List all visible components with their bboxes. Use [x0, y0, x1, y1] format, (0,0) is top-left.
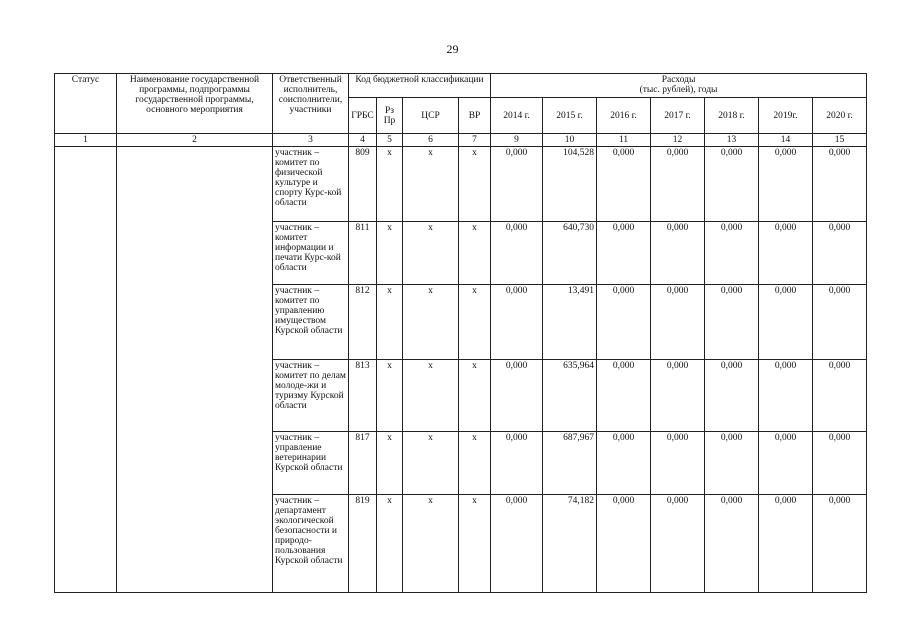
expense-value-cell: 640,730	[543, 222, 597, 285]
column-number: 4	[349, 134, 377, 147]
responsible-cell: участник – комитет по управлению имуществом Курской области	[273, 285, 349, 360]
responsible-cell: участник – комитет по физической культуре и спорту Курс-кой области	[273, 147, 349, 222]
vr-cell: х	[459, 285, 491, 360]
expense-value-cell: 0,000	[705, 285, 759, 360]
csr-cell: х	[403, 495, 459, 593]
table-row	[55, 147, 867, 222]
header-year: 2020 г.	[813, 98, 867, 134]
header-expenses	[491, 74, 867, 98]
expense-value-cell: 0,000	[705, 147, 759, 222]
expense-value-cell: 0,000	[813, 222, 867, 285]
grbs-cell: 813	[349, 360, 377, 432]
column-number: 7	[459, 134, 491, 147]
expense-value-cell: 0,000	[705, 222, 759, 285]
expense-value-cell: 0,000	[759, 495, 813, 593]
expense-value-cell: 0,000	[759, 285, 813, 360]
expense-value-cell: 0,000	[651, 495, 705, 593]
column-number-row	[55, 134, 867, 147]
header-responsible: Ответственный исполнитель, соисполнители, участники	[273, 74, 349, 134]
csr-cell: х	[403, 432, 459, 495]
expense-value-cell: 0,000	[759, 147, 813, 222]
column-number: 15	[813, 134, 867, 147]
expense-value-cell: 0,000	[651, 222, 705, 285]
header-year: 2015 г.	[543, 98, 597, 134]
expense-value-cell: 0,000	[597, 147, 651, 222]
header-budget-code: Код бюджетной классификации	[349, 74, 491, 98]
csr-cell: х	[403, 360, 459, 432]
expense-value-cell: 0,000	[491, 285, 543, 360]
expense-value-cell: 0,000	[813, 285, 867, 360]
column-number: 10	[543, 134, 597, 147]
vr-cell: х	[459, 147, 491, 222]
expense-value-cell: 0,000	[597, 495, 651, 593]
csr-cell: х	[403, 147, 459, 222]
column-number: 5	[377, 134, 403, 147]
header-csr: ЦСР	[403, 98, 459, 134]
csr-cell: х	[403, 285, 459, 360]
column-number: 12	[651, 134, 705, 147]
expense-value-cell: 0,000	[813, 147, 867, 222]
column-number: 2	[117, 134, 273, 147]
expense-value-cell: 0,000	[597, 285, 651, 360]
expense-value-cell: 0,000	[491, 495, 543, 593]
expense-value-cell: 74,182	[543, 495, 597, 593]
expense-value-cell: 0,000	[759, 222, 813, 285]
csr-cell: х	[403, 222, 459, 285]
vr-cell: х	[459, 360, 491, 432]
expense-value-cell: 13,491	[543, 285, 597, 360]
column-number: 3	[273, 134, 349, 147]
rzpr-cell: х	[377, 432, 403, 495]
column-number: 6	[403, 134, 459, 147]
column-number: 11	[597, 134, 651, 147]
header-vr: ВР	[459, 98, 491, 134]
header-year: 2017 г.	[651, 98, 705, 134]
rzpr-cell: х	[377, 285, 403, 360]
expense-value-cell: 0,000	[491, 432, 543, 495]
expense-value-cell: 0,000	[813, 360, 867, 432]
rzpr-cell: х	[377, 147, 403, 222]
expense-value-cell: 0,000	[651, 147, 705, 222]
page-number: 29	[446, 42, 459, 56]
expense-value-cell: 0,000	[491, 360, 543, 432]
expense-value-cell: 635,964	[543, 360, 597, 432]
column-number: 9	[491, 134, 543, 147]
header-year: 2018 г.	[705, 98, 759, 134]
expense-value-cell: 0,000	[759, 360, 813, 432]
grbs-cell: 811	[349, 222, 377, 285]
rzpr-cell: х	[377, 495, 403, 593]
responsible-cell: участник – комитет информации и печати Курс-кой области	[273, 222, 349, 285]
responsible-cell: участник – управление ветеринарии Курской области	[273, 432, 349, 495]
expense-value-cell: 0,000	[651, 285, 705, 360]
status-cell	[55, 147, 117, 593]
budget-table	[54, 73, 867, 593]
vr-cell: х	[459, 495, 491, 593]
header-expenses-line2: (тыс. рублей), годы	[639, 85, 718, 95]
grbs-cell: 809	[349, 147, 377, 222]
vr-cell: х	[459, 432, 491, 495]
expense-value-cell: 104,528	[543, 147, 597, 222]
column-number: 14	[759, 134, 813, 147]
header-expenses-line1: Расходы	[661, 75, 696, 85]
column-number: 13	[705, 134, 759, 147]
header-status: Статус	[55, 74, 117, 134]
program-name-cell	[117, 147, 273, 593]
header-grbs: ГРБС	[349, 98, 377, 134]
header-year: 2016 г.	[597, 98, 651, 134]
grbs-cell: 817	[349, 432, 377, 495]
rzpr-cell: х	[377, 360, 403, 432]
header-year: 2014 г.	[491, 98, 543, 134]
grbs-cell: 819	[349, 495, 377, 593]
expense-value-cell: 687,967	[543, 432, 597, 495]
grbs-cell: 812	[349, 285, 377, 360]
responsible-cell: участник – комитет по делам молоде-жи и туризму Курской области	[273, 360, 349, 432]
expense-value-cell: 0,000	[705, 495, 759, 593]
expense-value-cell: 0,000	[597, 222, 651, 285]
header-name: Наименование государственной программы, подпрограммы государственной программы, основного мероприятия	[117, 74, 273, 134]
vr-cell: х	[459, 222, 491, 285]
responsible-cell: участник – департамент экологической безопасности и природо-пользования Курской области	[273, 495, 349, 593]
expense-value-cell: 0,000	[705, 432, 759, 495]
expense-value-cell: 0,000	[597, 360, 651, 432]
expense-value-cell: 0,000	[651, 432, 705, 495]
rzpr-cell: х	[377, 222, 403, 285]
expense-value-cell: 0,000	[813, 432, 867, 495]
expense-value-cell: 0,000	[491, 147, 543, 222]
header-rzpr: Рз Пр	[377, 98, 403, 134]
expense-value-cell: 0,000	[597, 432, 651, 495]
header-year: 2019г.	[759, 98, 813, 134]
expense-value-cell: 0,000	[813, 495, 867, 593]
expense-value-cell: 0,000	[759, 432, 813, 495]
expense-value-cell: 0,000	[651, 360, 705, 432]
expense-value-cell: 0,000	[705, 360, 759, 432]
expense-value-cell: 0,000	[491, 222, 543, 285]
column-number: 1	[55, 134, 117, 147]
